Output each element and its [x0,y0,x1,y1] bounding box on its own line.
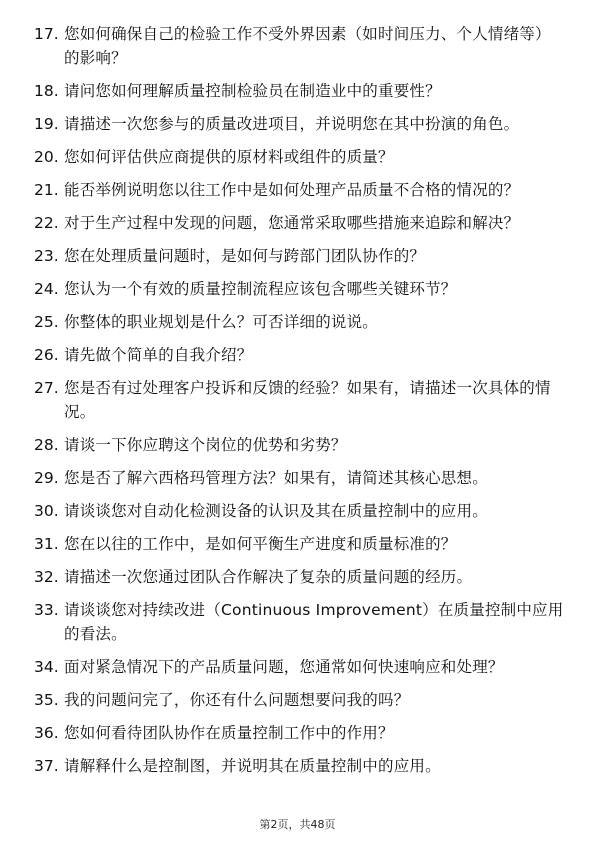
list-item [34,277,564,301]
question-text: 请解释什么是控制图，并说明其在质量控制中的应用。 [64,757,441,775]
question-number: 19. [34,115,59,133]
question-text: 您如何看待团队协作在质量控制工作中的作用？ [64,724,394,742]
list-item [34,112,564,136]
list-item [34,655,564,679]
question-text: 能否举例说明您以往工作中是如何处理产品质量不合格的情况的？ [64,181,520,199]
question-text: 请谈谈您对自动化检测设备的认识及其在质量控制中的应用。 [64,502,488,520]
question-number: 33. [34,601,59,619]
question-number: 17. [34,25,59,43]
question-text: 请谈谈您对持续改进（Continuous Improvement）在质量控制中应用的看法。 [64,601,564,643]
question-text: 请先做个简单的自我介绍？ [64,346,253,364]
question-number: 28. [34,436,59,454]
question-text: 您是否了解六西格玛管理方法？如果有，请简述其核心思想。 [64,469,488,487]
question-number: 35. [34,691,59,709]
question-number: 37. [34,757,59,775]
question-number: 31. [34,535,59,553]
question-number: 26. [34,346,59,364]
list-item [34,310,564,334]
question-text: 请谈一下你应聘这个岗位的优势和劣势？ [64,436,347,454]
question-number: 21. [34,181,59,199]
question-text: 面对紧急情况下的产品质量问题，您通常如何快速响应和处理？ [64,658,504,676]
list-item [34,343,564,367]
question-number: 24. [34,280,59,298]
question-text: 您是否有过处理客户投诉和反馈的经验？如果有，请描述一次具体的情况。 [64,379,551,421]
question-number: 22. [34,214,59,232]
list-item [34,244,564,268]
list-item [34,376,564,424]
question-number: 32. [34,568,59,586]
question-text: 请描述一次您参与的质量改进项目，并说明您在其中扮演的角色。 [64,115,520,133]
list-item [34,754,564,778]
question-text: 请问您如何理解质量控制检验员在制造业中的重要性？ [64,82,441,100]
question-number: 30. [34,502,59,520]
page-footer [0,816,595,832]
list-item [34,721,564,745]
list-item [34,598,564,646]
list-item [34,178,564,202]
question-text: 您如何确保自己的检验工作不受外界因素（如时间压力、个人情绪等）的影响？ [64,25,551,67]
question-number: 34. [34,658,59,676]
question-number: 25. [34,313,59,331]
list-item [34,211,564,235]
question-text: 对于生产过程中发现的问题，您通常采取哪些措施来追踪和解决？ [64,214,520,232]
list-item [34,532,564,556]
question-number: 18. [34,82,59,100]
question-text: 我的问题问完了，你还有什么问题想要问我的吗？ [64,691,410,709]
question-text: 您在处理质量问题时，是如何与跨部门团队协作的？ [64,247,426,265]
question-list [34,22,564,787]
question-text: 你整体的职业规划是什么？可否详细的说说。 [64,313,379,331]
question-text: 您如何评估供应商提供的原材料或组件的质量？ [64,148,394,166]
list-item [34,499,564,523]
question-number: 27. [34,379,59,397]
question-text: 请描述一次您通过团队合作解决了复杂的质量问题的经历。 [64,568,473,586]
question-number: 23. [34,247,59,265]
page-number-label: 第2页，共48页 [259,818,336,831]
question-text: 您在以往的工作中，是如何平衡生产进度和质量标准的？ [64,535,457,553]
question-number: 36. [34,724,59,742]
question-number: 20. [34,148,59,166]
list-item [34,565,564,589]
question-text: 您认为一个有效的质量控制流程应该包含哪些关键环节？ [64,280,457,298]
list-item [34,466,564,490]
question-number: 29. [34,469,59,487]
list-item [34,79,564,103]
list-item [34,688,564,712]
list-item [34,145,564,169]
list-item [34,433,564,457]
list-item [34,22,564,70]
